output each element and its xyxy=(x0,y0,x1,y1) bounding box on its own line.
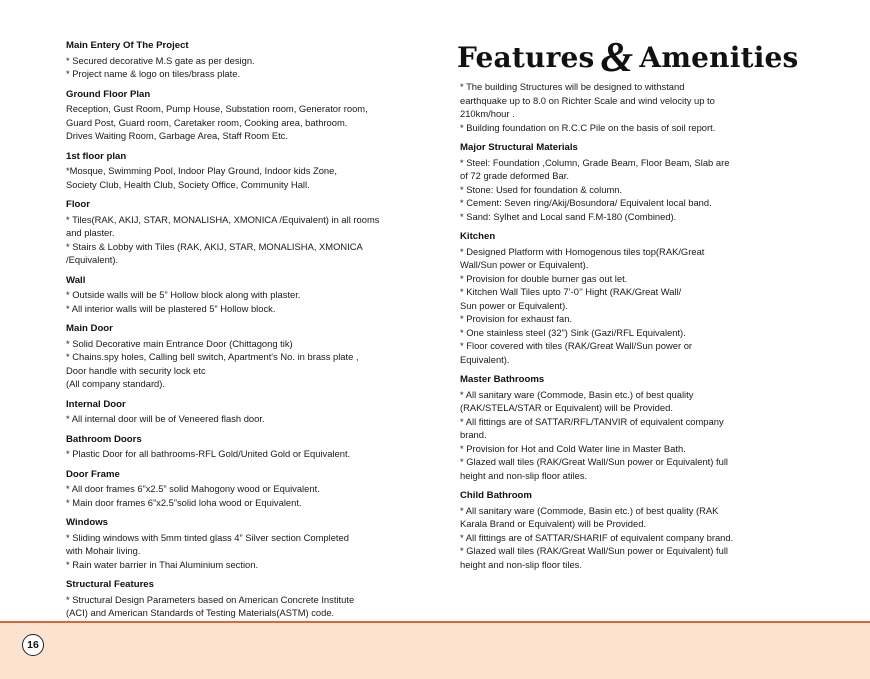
spec-line: * All sanitary ware (Commode, Basin etc.) of best quality (RAK xyxy=(460,504,719,516)
spec-line: * All door frames 6”x2.5” solid Mahogony wood or Equivalent. xyxy=(66,483,320,494)
section-heading: 1st floor plan xyxy=(66,150,127,162)
spec-line: Drives Waiting Room, Garbage Area, Staff Room Etc. xyxy=(66,130,288,141)
spec-section xyxy=(66,578,416,620)
spec-line: Equivalent). xyxy=(460,353,510,365)
footer-band xyxy=(0,621,870,679)
spec-line: * One stainless steel (32”) Sink (Gazi/RFL Equivalent). xyxy=(460,326,686,338)
spec-line: * Steel: Foundation ,Column, Grade Beam, Floor Beam, Slab are xyxy=(460,156,730,168)
spec-line: Door handle with security lock etc xyxy=(66,364,206,376)
spec-line: * Stairs & Lobby with Tiles (RAK, AKIJ, STAR, MONALISHA, XMONICA xyxy=(66,240,363,252)
spec-line: * Structural Design Parameters based on American Concrete Institute xyxy=(66,593,355,605)
spec-line: * Cement: Seven ring/Akij/Bosundora/ Equivalent local band. xyxy=(460,197,712,208)
section-heading: Main Door xyxy=(66,323,113,334)
spec-section xyxy=(66,398,416,426)
spec-line: of 72 grade deformed Bar. xyxy=(460,170,569,181)
spec-line: /Equivalent). xyxy=(66,254,119,265)
spec-section xyxy=(66,198,416,267)
spec-line: * Solid Decorative main Entrance Door (Chittagong tik) xyxy=(66,337,293,349)
spec-line: * Rain water barrier in Thai Aluminium section. xyxy=(66,558,259,570)
spec-line: * Chains.spy holes, Calling bell switch, Apartment's No. in brass plate , xyxy=(66,351,359,362)
spec-line: * Tiles(RAK, AKIJ, STAR, MONALISHA, XMONICA /Equivalent) in all rooms xyxy=(66,213,380,225)
left-column xyxy=(66,39,416,627)
spec-line: * Building foundation on R.C.C Pile on the basis of soil report. xyxy=(460,121,716,133)
spec-section xyxy=(66,88,416,143)
spec-section xyxy=(460,80,800,134)
spec-line: height and non-slip floor atiles. xyxy=(460,469,588,481)
spec-line: * Glazed wall tiles (RAK/Great Wall/Sun power or Equivalent) full xyxy=(460,545,728,556)
spec-line: brand. xyxy=(460,429,487,440)
spec-line: * Glazed wall tiles (RAK/Great Wall/Sun power or Equivalent) full xyxy=(460,456,728,467)
section-heading: Structural Features xyxy=(66,579,154,590)
spec-section xyxy=(66,322,416,391)
spec-line: and plaster. xyxy=(66,227,115,238)
spec-section xyxy=(460,373,800,482)
section-heading: Major Structural Materials xyxy=(460,142,578,153)
section-heading: Child Bathroom xyxy=(460,490,532,501)
section-heading: Ground Floor Plan xyxy=(66,88,151,100)
spec-line: Guard Post, Guard room, Caretaker room, Cooking area, bathroom. xyxy=(66,116,348,128)
spec-line: Sun power or Equivalent). xyxy=(460,299,568,311)
spec-section xyxy=(460,141,800,223)
spec-line: Wall/Sun power or Equivalent). xyxy=(460,259,589,270)
section-heading: Door Frame xyxy=(66,468,120,480)
spec-line: * All fittings are of SATTAR/SHARIF of equivalent company brand. xyxy=(460,531,734,543)
spec-line: * Sand: Sylhet and Local sand F.M-180 (Combined). xyxy=(460,210,677,222)
spec-line: * Kitchen Wall Tiles upto 7’-0’’ Hight (RAK/Great Wall/ xyxy=(460,286,682,297)
section-heading: Kitchen xyxy=(460,231,496,242)
spec-section xyxy=(66,516,416,571)
spec-line: * All interior walls will be plastered 5” Hollow block. xyxy=(66,302,276,314)
spec-line: *Mosque, Swimming Pool, Indoor Play Ground, Indoor kids Zone, xyxy=(66,165,337,176)
spec-line: Karala Brand or Equivalent) will be Provided. xyxy=(460,518,647,529)
section-heading: Windows xyxy=(66,517,109,528)
spec-line: * Main door frames 6”x2.5”solid loha wood or Equivalent. xyxy=(66,496,302,508)
section-heading: Master Bathrooms xyxy=(460,374,545,385)
spec-line: Society Club, Health Club, Society Office, Community Hall. xyxy=(66,178,310,190)
spec-line: * Plastic Door for all bathrooms-RFL Gold/United Gold or Equivalent. xyxy=(66,448,351,459)
right-column xyxy=(460,80,800,578)
spec-line: * All internal door will be of Veneered flash door. xyxy=(66,413,265,424)
title-word-features: Features xyxy=(457,41,595,74)
spec-line: 210km/hour . xyxy=(460,108,515,119)
spec-section xyxy=(66,39,416,81)
spec-line: with Mohair living. xyxy=(66,545,141,556)
spec-line: Reception, Gust Room, Pump House, Substation room, Generator room, xyxy=(66,103,368,114)
spec-line: earthquake up to 8.0 on Richter Scale and wind velocity up to xyxy=(460,94,715,106)
spec-section xyxy=(66,150,416,192)
section-heading: Wall xyxy=(66,274,86,286)
spec-section xyxy=(66,468,416,510)
spec-line: * Designed Platform with Homogenous tiles top(RAK/Great xyxy=(460,245,705,257)
spec-line: * The building Structures will be designed to withstand xyxy=(460,81,685,92)
spec-line: * Provision for exhaust fan. xyxy=(460,313,573,324)
spec-line: * Floor covered with tiles (RAK/Great Wall/Sun power or xyxy=(460,340,693,351)
spec-line: * Sliding windows with 5mm tinted glass 4” Silver section Completed xyxy=(66,531,349,543)
title-word-amenities: Amenities xyxy=(639,41,799,74)
spec-section xyxy=(460,230,800,366)
section-heading: Floor xyxy=(66,199,90,210)
spec-section xyxy=(66,274,416,316)
spec-line: (All company standard). xyxy=(66,378,166,389)
spec-line: * All sanitary ware (Commode, Basin etc.) of best quality xyxy=(460,388,694,400)
page-number-badge: 16 xyxy=(22,634,44,656)
spec-section xyxy=(460,489,800,571)
spec-line: * Secured decorative M.S gate as per design. xyxy=(66,54,255,66)
spec-line: (RAK/STELA/STAR or Equivalent) will be Provided. xyxy=(460,402,673,413)
spec-line: * Project name & logo on tiles/brass plate. xyxy=(66,68,241,79)
section-heading: Main Entery Of The Project xyxy=(66,40,189,51)
spec-line: * Stone: Used for foundation & column. xyxy=(460,183,623,195)
spec-line: height and non-slip floor tiles. xyxy=(460,558,582,570)
title-ampersand: & xyxy=(600,35,634,81)
spec-line: * Provision for Hot and Cold Water line in Master Bath. xyxy=(460,442,686,454)
spec-line: (ACI) and American Standards of Testing Materials(ASTM) code. xyxy=(66,607,335,618)
spec-line: * Provision for double burner gas out let. xyxy=(460,272,628,284)
spec-line: * Outside walls will be 5” Hollow block along with plaster. xyxy=(66,289,301,300)
spec-line: * All fittings are of SATTAR/RFL/TANVIR of equivalent company xyxy=(460,415,724,427)
page-title xyxy=(457,30,817,81)
section-heading: Internal Door xyxy=(66,398,126,410)
section-heading: Bathroom Doors xyxy=(66,433,142,445)
spec-section xyxy=(66,433,416,461)
